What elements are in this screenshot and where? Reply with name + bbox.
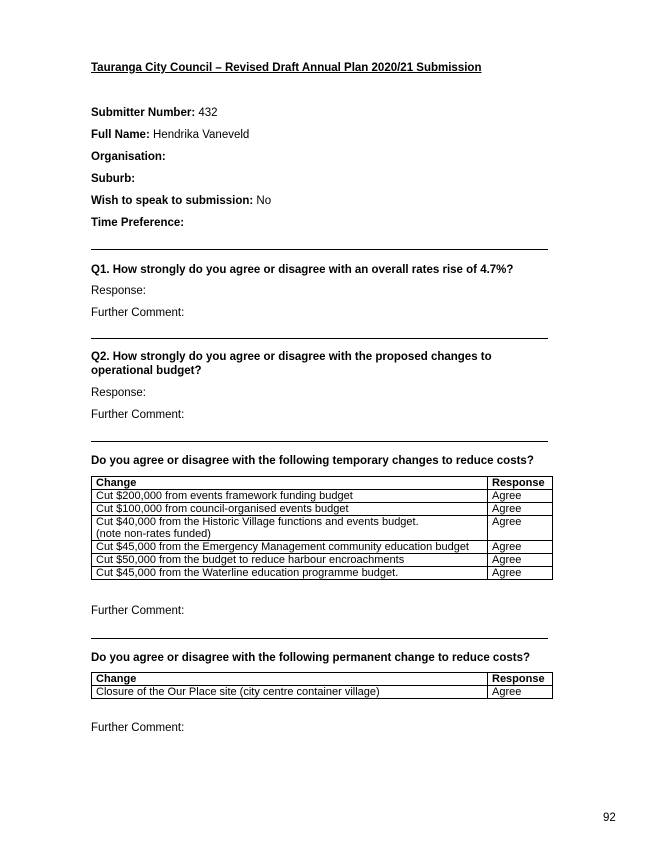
section-divider xyxy=(91,441,548,442)
full-name-value: Hendrika Vaneveld xyxy=(153,129,250,141)
response-cell: Agree xyxy=(488,516,553,541)
response-cell: Agree xyxy=(488,567,553,580)
q2-question: Q2. How strongly do you agree or disagree with the proposed changes to operational budget? xyxy=(91,351,492,377)
submitter-number-label: Submitter Number: xyxy=(91,107,196,119)
full-name-label: Full Name: xyxy=(91,129,150,141)
section-divider xyxy=(91,338,548,339)
table-row xyxy=(92,567,553,580)
submitter-number-field xyxy=(91,107,218,119)
document-title: Tauranga City Council – Revised Draft Annual Plan 2020/21 Submission xyxy=(91,62,482,74)
suburb-field xyxy=(91,173,135,185)
table-row xyxy=(92,541,553,554)
table-row xyxy=(92,503,553,516)
change-cell: Cut $50,000 from the budget to reduce harbour encroachments xyxy=(92,554,488,567)
temporary-changes-table xyxy=(91,476,553,580)
permanent-comment-label: Further Comment: xyxy=(91,722,185,734)
response-cell: Agree xyxy=(488,503,553,516)
suburb-label: Suburb: xyxy=(91,173,136,185)
change-cell xyxy=(92,516,488,541)
full-name-field xyxy=(91,129,249,141)
response-column-header: Response xyxy=(488,673,553,686)
section-divider xyxy=(91,249,548,250)
response-cell: Agree xyxy=(488,541,553,554)
table-row xyxy=(92,686,553,699)
change-cell: Closure of the Our Place site (city centre container village) xyxy=(92,686,488,699)
table-header-row xyxy=(92,673,553,686)
change-cell: Cut $45,000 from the Waterline education programme budget. xyxy=(92,567,488,580)
change-note: (note non-rates funded) xyxy=(96,528,211,540)
change-cell: Cut $45,000 from the Emergency Management community education budget xyxy=(92,541,488,554)
change-cell: Cut $200,000 from events framework funding budget xyxy=(92,490,488,503)
temporary-comment-label: Further Comment: xyxy=(91,605,185,617)
time-preference-field xyxy=(91,217,184,229)
temporary-changes-question: Do you agree or disagree with the following temporary changes to reduce costs? xyxy=(91,455,534,467)
q2-comment-label: Further Comment: xyxy=(91,409,185,421)
change-column-header: Change xyxy=(92,477,488,490)
time-preference-label: Time Preference: xyxy=(91,217,185,229)
q1-response-label: Response: xyxy=(91,285,146,297)
page-number: 92 xyxy=(603,812,616,824)
response-cell: Agree xyxy=(488,686,553,699)
permanent-change-question: Do you agree or disagree with the following permanent change to reduce costs? xyxy=(91,652,530,664)
response-cell: Agree xyxy=(488,554,553,567)
speak-preference-value: No xyxy=(256,195,272,207)
q1-question: Q1. How strongly do you agree or disagree with an overall rates rise of 4.7%? xyxy=(91,264,514,276)
table-header-row xyxy=(92,477,553,490)
permanent-change-table xyxy=(91,672,553,699)
speak-preference-label: Wish to speak to submission: xyxy=(91,195,254,207)
section-divider xyxy=(91,638,548,639)
organisation-label: Organisation: xyxy=(91,151,166,163)
response-cell: Agree xyxy=(488,490,553,503)
table-row xyxy=(92,490,553,503)
change-text: Cut $40,000 from the Historic Village functions and events budget. xyxy=(96,516,419,528)
table-row xyxy=(92,516,553,541)
q2-response-label: Response: xyxy=(91,387,146,399)
q1-comment-label: Further Comment: xyxy=(91,307,185,319)
organisation-field xyxy=(91,151,166,163)
table-row xyxy=(92,554,553,567)
change-cell: Cut $100,000 from council-organised events budget xyxy=(92,503,488,516)
response-column-header: Response xyxy=(488,477,553,490)
speak-preference-field xyxy=(91,195,271,207)
submitter-number-value: 432 xyxy=(198,107,218,119)
change-column-header: Change xyxy=(92,673,488,686)
